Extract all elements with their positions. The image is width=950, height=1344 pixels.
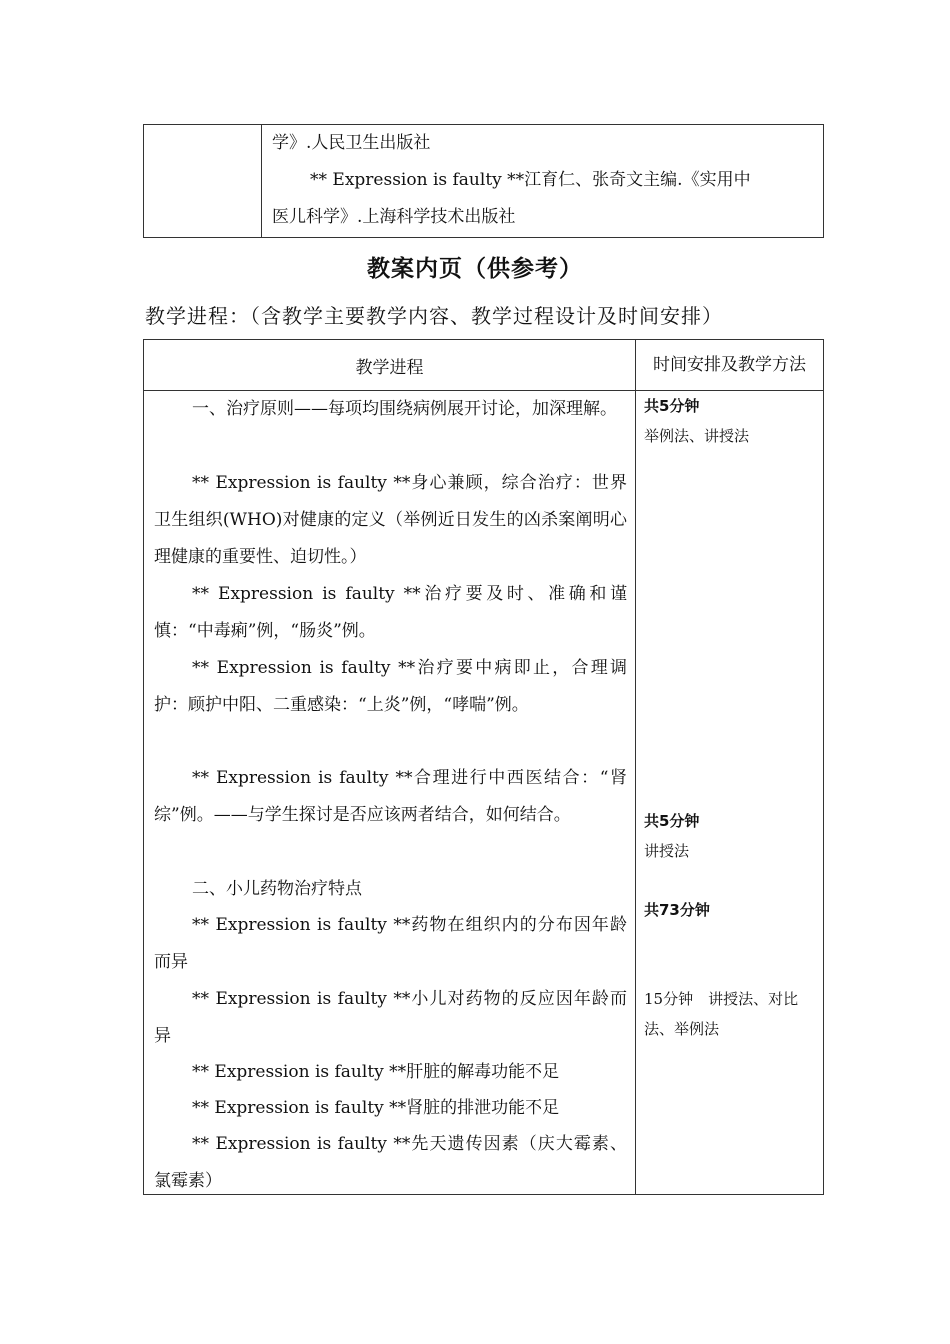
teaching-content-cell bbox=[144, 391, 636, 1195]
paragraph: ** Expression is faulty **肝脏的解毒功能不足 bbox=[192, 1062, 560, 1082]
paragraph: 二、小儿药物治疗特点 bbox=[192, 879, 362, 899]
paragraph: ** Expression is faulty **先天遗传因素（庆大霉素、氯霉素） bbox=[154, 1134, 627, 1191]
teaching-process-table bbox=[143, 339, 824, 1195]
paragraph: ** Expression is faulty **肾脏的排泄功能不足 bbox=[192, 1098, 560, 1118]
header-time-method: 时间安排及教学方法 bbox=[653, 355, 806, 375]
time-method-cell bbox=[636, 391, 823, 1195]
page-title: 教案内页（供参考） bbox=[367, 256, 583, 282]
paragraph: ** Expression is faulty **小儿对药物的反应因年龄而异 bbox=[154, 989, 627, 1046]
table-body-row bbox=[144, 391, 823, 1195]
section-label: 教学进程：（含教学主要教学内容、教学过程设计及时间安排） bbox=[145, 304, 723, 328]
table-header-row bbox=[144, 340, 823, 391]
paragraph: ** Expression is faulty **治疗要中病即止，合理调护：顾护中阳、二重感染：“上炎”例，“哮喘”例。 bbox=[154, 658, 627, 715]
header-teaching-process: 教学进程 bbox=[144, 340, 636, 390]
reference-line: ** Expression is faulty **江育仁、张奇文主编.《实用中 bbox=[310, 170, 751, 190]
method-note: 15分钟 讲授法、对比法、举例法 bbox=[644, 990, 799, 1038]
paragraph: ** Expression is faulty **药物在组织内的分布因年龄而异 bbox=[154, 915, 627, 972]
paragraph: ** Expression is faulty **身心兼顾，综合治疗：世界卫生组织(WHO)对健康的定义（举例近日发生的凶杀案阐明心理健康的重要性、迫切性。） bbox=[154, 473, 627, 567]
reference-content-cell bbox=[262, 125, 823, 237]
paragraph: 一、治疗原则——每项均围绕病例展开讨论，加深理解。 bbox=[192, 399, 617, 419]
reference-line: 医儿科学》.上海科学技术出版社 bbox=[272, 207, 516, 227]
time-note: 共5分钟 bbox=[644, 812, 700, 830]
reference-label-cell bbox=[144, 125, 262, 237]
reference-table bbox=[143, 124, 824, 238]
paragraph: ** Expression is faulty **合理进行中西医结合：“肾综”例。——与学生探讨是否应该两者结合，如何结合。 bbox=[154, 768, 627, 825]
time-note: 共73分钟 bbox=[644, 901, 710, 919]
reference-line: 学》.人民卫生出版社 bbox=[272, 133, 431, 153]
time-note: 共5分钟 bbox=[644, 397, 700, 415]
method-note: 举例法、讲授法 bbox=[644, 427, 750, 445]
paragraph: ** Expression is faulty **治疗要及时、准确和谨慎：“中毒痢”例，“肠炎”例。 bbox=[154, 584, 627, 641]
method-note: 讲授法 bbox=[644, 842, 690, 860]
